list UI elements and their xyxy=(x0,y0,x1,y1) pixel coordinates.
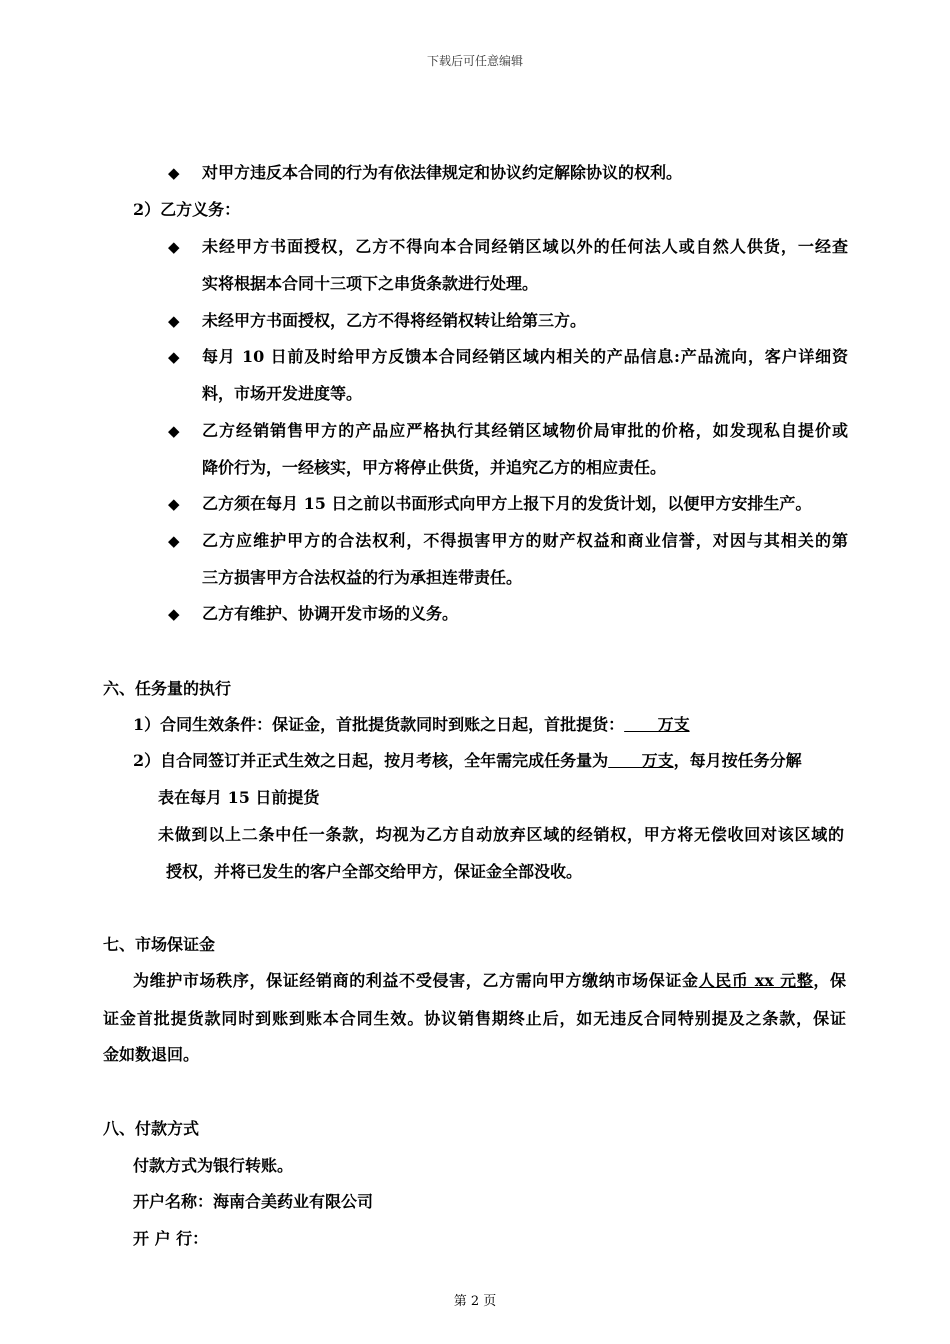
clause-text: 实将根据本合同十三项下之串货条款进行处理。 xyxy=(202,274,539,293)
clause-text: 每月 10 日前及时给甲方反馈本合同经销区域内相关的产品信息:产品流向，客户详细资 xyxy=(202,347,848,366)
clause-text: 对甲方违反本合同的行为有依法律规定和协议约定解除协议的权利。 xyxy=(202,163,683,182)
blank-field: 万支 xyxy=(624,715,690,734)
section-title: 六、任务量的执行 xyxy=(103,679,232,698)
bullet-icon: ◆ xyxy=(168,312,180,330)
bank-label: 开 户 行： xyxy=(133,1229,209,1248)
clause-text-part: ，保 xyxy=(813,971,846,990)
subsection-title: 2）乙方义务： xyxy=(133,200,241,219)
clause-text: 乙方有维护、协调开发市场的义务。 xyxy=(202,604,459,623)
clause-text: 授权，并将已发生的客户全部交给甲方，保证金全部没收。 xyxy=(166,862,583,881)
clause-text: 三方损害甲方合法权益的行为承担连带责任。 xyxy=(202,568,523,587)
clause-text-part: 1）合同生效条件：保证金，首批提货款同时到账之日起，首批提货： xyxy=(133,715,625,734)
bullet-icon: ◆ xyxy=(168,532,180,550)
clause-text: 未经甲方书面授权，乙方不得向本合同经销区域以外的任何法人或自然人供货，一经查 xyxy=(202,237,848,256)
section-title: 七、市场保证金 xyxy=(103,935,216,954)
clause-text: 未做到以上二条中任一条款，均视为乙方自动放弃区域的经销权，甲方将无偿收回对该区域的 xyxy=(158,825,844,844)
deposit-amount: 人民币 xx 元整 xyxy=(698,971,814,990)
page-header: 下载后可任意编辑 xyxy=(426,54,523,68)
account-name: 开户名称：海南合美药业有限公司 xyxy=(133,1192,374,1211)
clause-text: 降价行为，一经核实，甲方将停止供货，并追究乙方的相应责任。 xyxy=(202,458,667,477)
clause-text: 金如数退回。 xyxy=(103,1045,200,1064)
bullet-icon: ◆ xyxy=(168,605,180,623)
clause-text: 表在每月 15 日前提货 xyxy=(158,788,320,807)
clause-text: 证金首批提货款同时到账到账本合同生效。协议销售期终止后，如无违反合同特别提及之条款，保证 xyxy=(103,1009,846,1028)
clause-text: 付款方式为银行转账。 xyxy=(133,1156,294,1175)
clause-text-part: 为维护市场秩序，保证经销商的利益不受侵害，乙方需向甲方缴纳市场保证金 xyxy=(133,971,699,990)
clause-text xyxy=(133,751,802,771)
bullet-icon: ◆ xyxy=(168,238,180,256)
clause-text-part: 2）自合同签订并正式生效之日起，按月考核，全年需完成任务量为 xyxy=(133,751,609,770)
clause-text: 未经甲方书面授权，乙方不得将经销权转让给第三方。 xyxy=(202,311,587,330)
blank-field: 万支 xyxy=(608,751,674,770)
clause-text: 乙方经销销售甲方的产品应严格执行其经销区域物价局审批的价格，如发现私自提价或 xyxy=(202,421,848,440)
clause-text xyxy=(133,971,846,991)
bullet-icon: ◆ xyxy=(168,348,180,366)
clause-text xyxy=(133,715,690,735)
clause-text: 料，市场开发进度等。 xyxy=(202,384,363,403)
clause-text-part: ，每月按任务分解 xyxy=(673,751,802,770)
clause-text: 乙方应维护甲方的合法权利，不得损害甲方的财产权益和商业信誉，对因与其相关的第 xyxy=(202,531,848,550)
section-title: 八、付款方式 xyxy=(103,1119,200,1138)
clause-text: 乙方须在每月 15 日之前以书面形式向甲方上报下月的发货计划，以便甲方安排生产。 xyxy=(202,494,812,513)
page-number: 第 2 页 xyxy=(453,1294,497,1309)
bullet-icon: ◆ xyxy=(168,495,180,513)
bullet-icon: ◆ xyxy=(168,164,180,182)
bullet-icon: ◆ xyxy=(168,422,180,440)
